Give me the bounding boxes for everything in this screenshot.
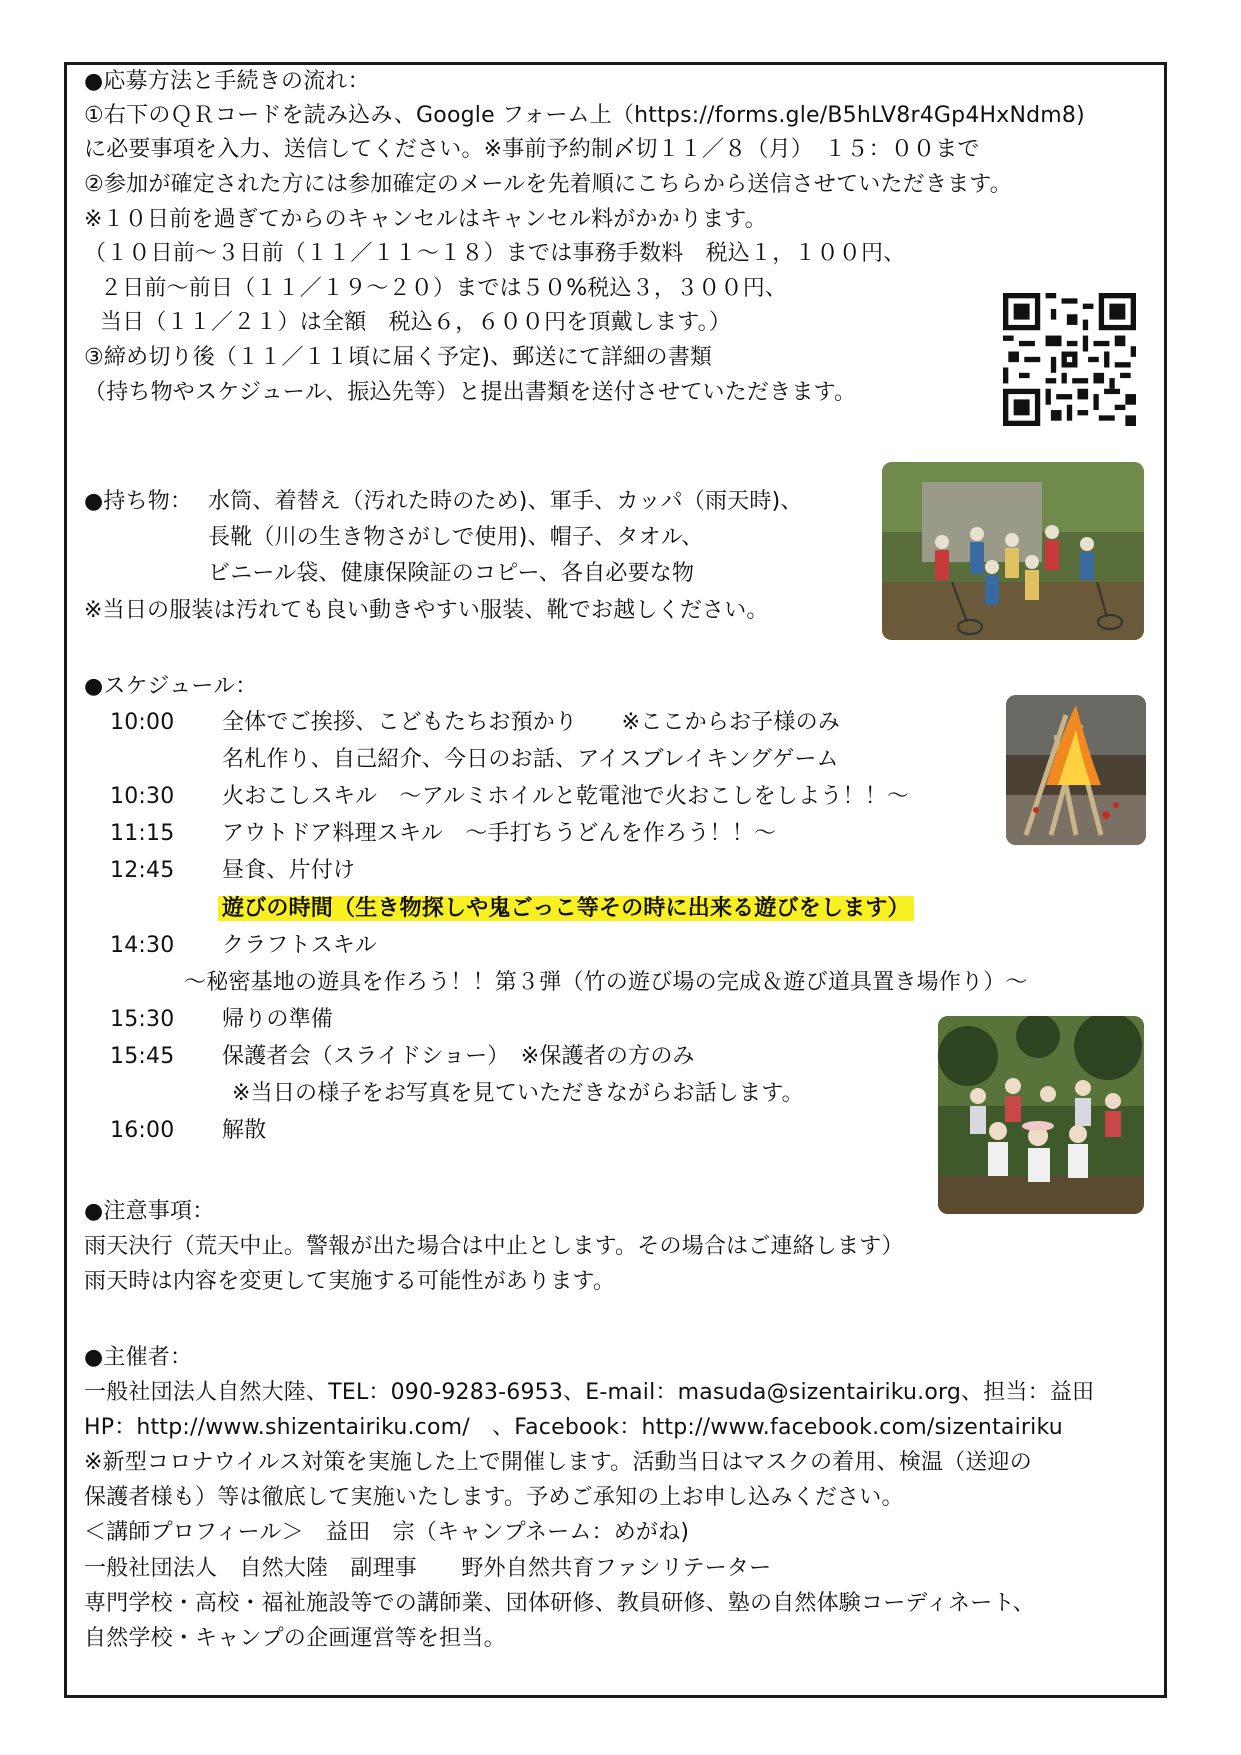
schedule-text: 昼食、片付け [222,858,356,883]
belongings-label: ●持ち物： [84,489,193,514]
schedule-time: 15:45 [110,1044,175,1069]
forest-group-photo [938,1016,1144,1214]
application-line-7: 当日（１１／２１）は全額 税込６，６００円を頂戴します。） [100,310,732,335]
application-line-2: に必要事項を入力、送信してください。※事前予約制〆切１１／８（月） １５：００まで [84,137,980,162]
belongings-line-1: 水筒、着替え（汚れた時のため)、軍手、カッパ（雨天時)、 [208,489,803,514]
schedule-text: 保護者会（スライドショー） ※保護者の方のみ [222,1044,695,1069]
schedule-text: ～秘密基地の遊具を作ろう！！第３弾（竹の遊び場の完成＆遊び道具置き場作り）～ [184,970,1028,995]
schedule-time: 12:45 [110,858,175,883]
application-heading: ●応募方法と手続きの流れ： [84,69,370,94]
qr-code-icon[interactable] [1003,293,1136,426]
organizer-heading: ●主催者： [84,1345,193,1370]
organizer-covid-note-1: ※新型コロナウイルス対策を実施した上で開催します。活動当日はマスクの着用、検温（送迎の [84,1450,1032,1475]
organizer-covid-note-2: 保護者様も）等は徹底して実施いたします。予めご承知の上お申し込みください。 [84,1485,904,1510]
instructor-experience-2: 自然学校・キャンプの企画運営等を担当。 [84,1626,506,1651]
application-line-9: （持ち物やスケジュール、振込先等）と提出書類を送付させていただきます。 [84,380,857,405]
playtime-highlight: 遊びの時間（生き物探しや鬼ごっこ等その時に出来る遊びをします） [218,896,914,921]
campfire-photo [1006,695,1146,845]
application-line-3: ②参加が確定された方には参加確定のメールを先着順にこちらから送信させていただきます。 [84,172,1012,197]
application-line-1: ①右下のＱＲコードを読み込み、Google フォーム上（https://forms.gle/B5hLV8r4Gp4HxNdm8) [84,103,1085,128]
schedule-text: ※当日の様子をお写真を見ていただきながらお話します。 [232,1081,804,1106]
schedule-text: 帰りの準備 [222,1007,334,1032]
organizer-contact: 一般社団法人自然大陸、TEL：090-9283-6953、E-mail：masuda@sizentairiku.org、担当：益田 [84,1380,1095,1405]
belongings-line-2: 長靴（川の生き物さがしで使用)、帽子、タオル、 [208,525,704,550]
schedule-text: 解散 [222,1118,267,1143]
instructor-title: 一般社団法人 自然大陸 副理事 野外自然共育ファシリテーター [84,1556,772,1581]
schedule-time: 10:00 [110,710,175,735]
belongings-line-3: ビニール袋、健康保険証のコピー、各自必要な物 [208,561,695,586]
organizer-links[interactable]: HP：http://www.shizentairiku.com/ 、Facebook：http://www.facebook.com/sizentairiku [84,1415,1063,1440]
belongings-note: ※当日の服装は汚れても良い動きやすい服装、靴でお越しください。 [84,598,769,623]
schedule-time: 10:30 [110,784,175,809]
application-line-4: ※１０日前を過ぎてからのキャンセルはキャンセル料がかかります。 [84,207,767,232]
instructor-profile-heading: ＜講師プロフィール＞ 益田 宗（キャンプネーム：めがね) [84,1520,690,1545]
schedule-time: 15:30 [110,1007,175,1032]
notes-heading: ●注意事項： [84,1199,215,1224]
application-line-5: （１０日前～３日前（１１／１１～１８）までは事務手数料 税込１，１００円、 [84,241,906,266]
schedule-text: 火おこしスキル ～アルミホイルと乾電池で火おこしをしよう！！～ [222,784,910,809]
application-line-6: ２日前～前日（１１／１９～２０）までは５０%税込３，３００円、 [100,276,788,301]
schedule-highlight-text [218,893,914,925]
notes-line-1: 雨天決行（荒天中止。警報が出た場合は中止とします。その場合はご連絡します） [84,1234,904,1259]
application-line-8: ③締め切り後（１１／１１頃に届く予定)、郵送にて詳細の書類 [84,345,713,370]
schedule-time: 11:15 [110,821,175,846]
schedule-text: 名札作り、自己紹介、今日のお話、アイスブレイキングゲーム [222,747,839,772]
schedule-time: 16:00 [110,1118,175,1143]
kids-group-photo [882,462,1144,640]
schedule-time: 14:30 [110,933,175,958]
schedule-heading: ●スケジュール： [84,674,258,699]
schedule-text: アウトドア料理スキル ～手打ちうどんを作ろう！！～ [222,821,777,846]
notes-line-2: 雨天時は内容を変更して実施する可能性があります。 [84,1269,616,1294]
instructor-experience-1: 専門学校・高校・福祉施設等での講師業、団体研修、教員研修、塾の自然体験コーディネート、 [84,1591,1035,1616]
schedule-text: クラフトスキル [222,933,377,958]
schedule-text: 全体でご挨拶、こどもたちお預かり ※ここからお子様のみ [222,710,841,735]
